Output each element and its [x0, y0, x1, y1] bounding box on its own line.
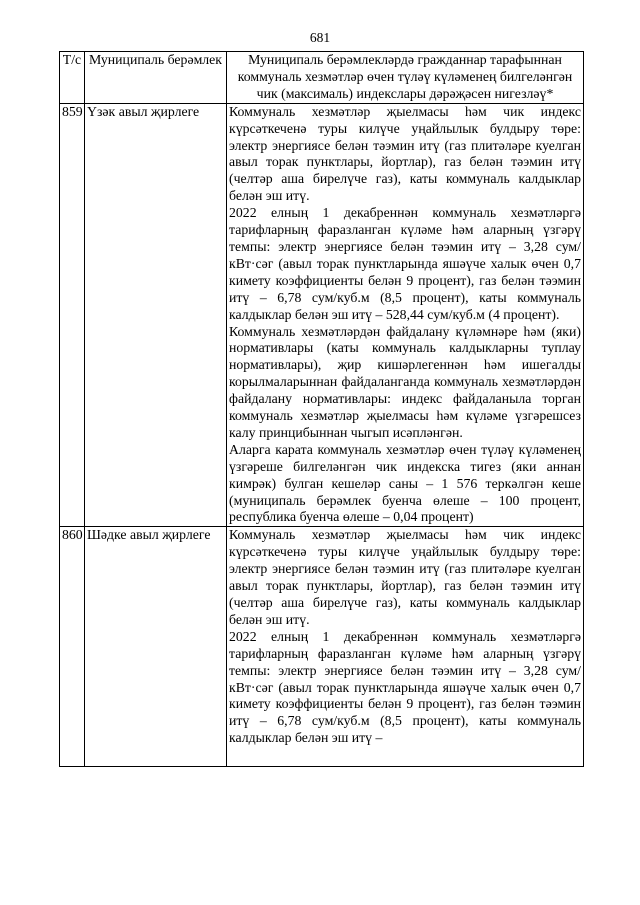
row-number: 859 — [60, 103, 85, 527]
page-number: 681 — [309, 30, 331, 45]
basis-paragraph: Коммуналь хезмәтләр җыелмасы һәм чик индекс күрсәткеченә туры килүче уңайлылык булдыру төре: электр энергиясе белән тәэмин итү (газ плитәләре куелган авыл торак пунктлары, йортлар), газ белән тәэмин итү (челтәр аша бирелүче газ), каты коммуналь калдыклар белән эш итү. — [229, 527, 581, 627]
row-number: 860 — [60, 527, 85, 767]
index-table — [59, 51, 584, 767]
header-municipality: Муниципаль берәмлек — [85, 52, 227, 104]
header-no: Т/с — [60, 52, 85, 104]
header-basis: Муниципаль берәмлекләрдә гражданнар тарафыннан коммуналь хезмәтләр өчен түләү күләменең билгеләнгән чик (максималь) индекслары дәрәҗәсен нигезләү* — [227, 52, 584, 104]
basis-paragraph: 2022 елның 1 декабреннән коммуналь хезмәтләргә тарифларның фаразланган күләме һәм аларның үзгәрү темпы: электр энергиясе белән тәэмин итү – 3,28 сум/кВт·сәг (авыл торак пунктларында яшәүче халык өчен 0,7 кимету коэффициенты белән 9 процент), газ белән тәэмин итү – 6,78 сум/куб.м (8,5 процент), каты коммуналь калдыклар белән эш итү – 528,44 сум/куб.м (4 процент). — [229, 205, 581, 322]
basis-paragraph: Аларга карата коммуналь хезмәтләр өчен түләү күләменең үзгәреше билгеләнгән чик индекска тигез (яки аннан кимрәк) булган кешеләр саны – 1 576 теркәлгән кеше (муниципаль берәмлек буенча өлеше – 100 процент, республика буенча өлеше – 0,04 процент) — [229, 441, 581, 525]
municipality-name: Үзәк авыл җирлеге — [85, 103, 227, 527]
basis-paragraph: 2022 елның 1 декабреннән коммуналь хезмәтләргә тарифларның фаразланган күләме һәм аларның үзгәрү темпы: электр энергиясе белән тәэмин итү – 3,28 сум/кВт·сәг (авыл торак пунктларында яшәүче халык өчен 0,7 кимету коэффициенты белән 9 процент), газ белән тәэмин итү – 6,78 сум/куб.м (8,5 процент), каты коммуналь калдыклар белән эш итү – — [229, 628, 581, 746]
basis-paragraph: Коммуналь хезмәтләр җыелмасы һәм чик индекс күрсәткеченә туры килүче уңайлылык булдыру төре: электр энергиясе белән тәэмин итү (газ плитәләре куелган авыл торак пунктлары, йортлар), газ белән тәэмин итү (челтәр аша бирелүче газ), каты коммуналь калдыклар белән эш итү. — [229, 103, 581, 204]
table-row — [60, 527, 584, 767]
basis-paragraph: Коммуналь хезмәтләрдән файдалану күләмнәре һәм (яки) нормативлары (каты коммуналь калдыкларны туплау нормативлары), җир кишәрлегеннән һәм ишегалды корылмаларыннан файдаланганда коммуналь хезмәтләрдән файдалану нормативлары: индекс файдаланыла торган коммуналь хезмәтләр җыелмасы һәм күләме үзгәрешсез калу принцибыннан чыгып исәпләнгән. — [229, 323, 581, 440]
table-header-row — [60, 52, 584, 104]
basis-cell — [227, 527, 584, 767]
table-row — [60, 103, 584, 527]
basis-cell — [227, 103, 584, 527]
municipality-name: Шәдке авыл җирлеге — [85, 527, 227, 767]
